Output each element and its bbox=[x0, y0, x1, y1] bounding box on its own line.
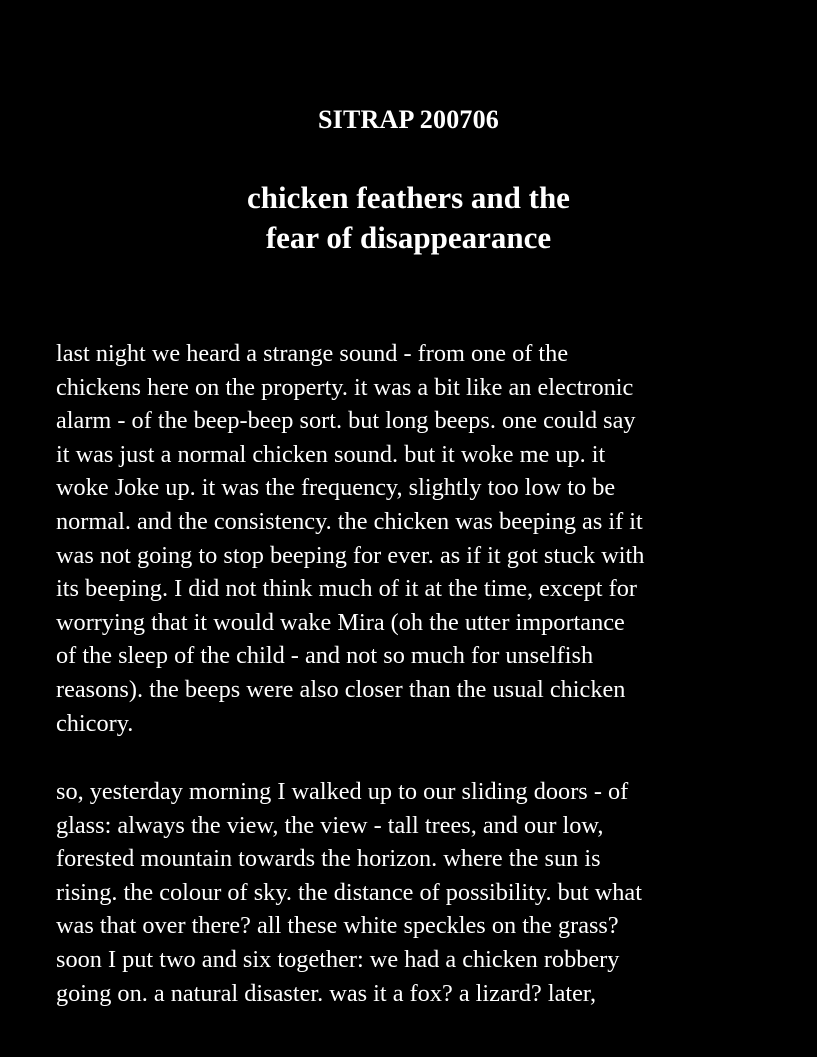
text-line: was that over there? all these white speckles on the grass? bbox=[56, 912, 619, 940]
text-line: woke Joke up. it was the frequency, slightly too low to be bbox=[56, 474, 616, 502]
text-line: rising. the colour of sky. the distance of possibility. but what bbox=[56, 878, 642, 906]
text-line: chickens here on the property. it was a bit like an electronic bbox=[56, 373, 634, 401]
paragraph-1 bbox=[56, 337, 796, 740]
text-line: reasons). the beeps were also closer than the usual chicken bbox=[56, 675, 626, 703]
text-line: going on. a natural disaster. was it a fox? a lizard? later, bbox=[56, 979, 597, 1007]
text-line: chicory. bbox=[56, 709, 134, 737]
text-line: its beeping. I did not think much of it at the time, except for bbox=[56, 575, 637, 603]
text-line: of the sleep of the child - and not so much for unselfish bbox=[56, 642, 594, 670]
document-heading: SITRAP 200706 bbox=[317, 105, 500, 134]
title-line: fear of disappearance bbox=[265, 220, 552, 255]
text-line: last night we heard a strange sound - from one of the bbox=[56, 340, 569, 367]
paragraph-2 bbox=[56, 775, 796, 1010]
title-line: chicken feathers and the bbox=[247, 180, 570, 215]
text-line: glass: always the view, the view - tall trees, and our low, bbox=[56, 811, 604, 839]
text-line: soon I put two and six together: we had a chicken robbery bbox=[56, 945, 620, 973]
text-line: normal. and the consistency. the chicken was beeping as if it bbox=[56, 507, 643, 535]
text-line: worrying that it would wake Mira (oh the utter importance bbox=[56, 608, 625, 636]
text-line: so, yesterday morning I walked up to our sliding doors - of bbox=[56, 778, 629, 805]
text-line: it was just a normal chicken sound. but it woke me up. it bbox=[56, 440, 606, 468]
text-line: was not going to stop beeping for ever. as if it got stuck with bbox=[56, 541, 645, 569]
document-title bbox=[0, 178, 817, 258]
text-line: alarm - of the beep-beep sort. but long beeps. one could say bbox=[56, 407, 636, 435]
text-line: forested mountain towards the horizon. where the sun is bbox=[56, 845, 601, 873]
